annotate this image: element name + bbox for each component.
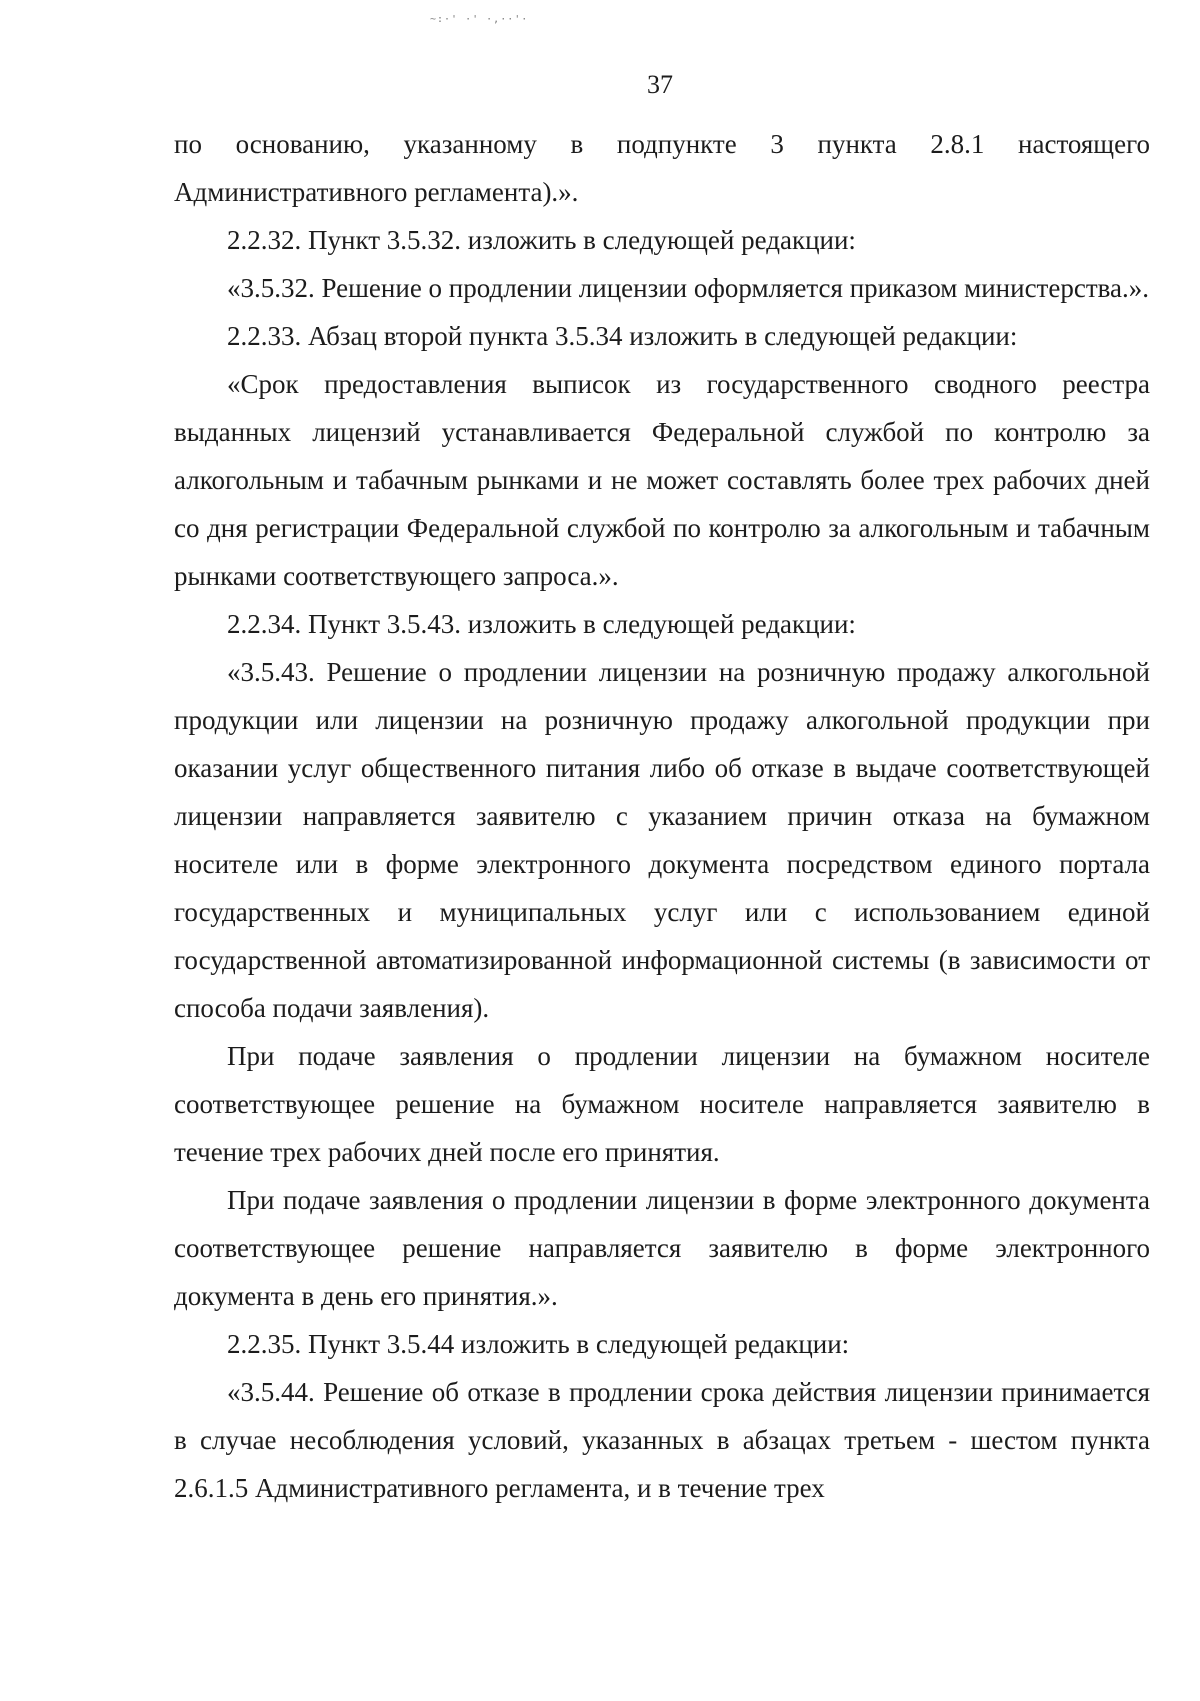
paragraph-quote-3-5-44: «3.5.44. Решение об отказе в продлении срока действия лицензии принимается в случае несоблюдения условий, указанных в абзацах третьем - шестом пункта 2.6.1.5 Административного регламента, и в течение трех	[174, 1377, 1150, 1503]
scan-artifact: ~:·' ·' ·,··'·	[430, 14, 529, 25]
paragraph-paper-submission: При подаче заявления о продлении лицензии на бумажном носителе соответствующее решение на бумажном носителе направляется заявителю в течение трех рабочих дней после его принятия.	[174, 1041, 1150, 1167]
paragraph-quote-3-5-43: «3.5.43. Решение о продлении лицензии на розничную продажу алкогольной продукции или лицензии на розничную продажу алкогольной продукции при оказании услуг общественного питания либо об отказе в выдаче соответствующей лицензии направляется заявителю с указанием причин отказа на бумажном носителе или в форме электронного документа посредством единого портала государственных и муниципальных услуг или с использованием единой государственной автоматизированной информационной системы (в зависимости от способа подачи заявления).	[174, 657, 1150, 1023]
paragraph-quote-3-5-32: «3.5.32. Решение о продлении лицензии оформляется приказом министерства.».	[227, 273, 1149, 303]
document-body	[174, 120, 1150, 1512]
paragraph-item-2-2-33: 2.2.33. Абзац второй пункта 3.5.34 изложить в следующей редакции:	[227, 321, 1018, 351]
page-number: 37	[647, 70, 673, 99]
paragraph-continuation: по основанию, указанному в подпункте 3 пункта 2.8.1 настоящего Административного регламента).».	[174, 129, 1150, 207]
paragraph-quote-srok: «Срок предоставления выписок из государственного сводного реестра выданных лицензий устанавливается Федеральной службой по контролю за алкогольным и табачным рынками и не может составлять более трех рабочих дней со дня регистрации Федеральной службой по контролю за алкогольным и табачным рынками соответствующего запроса.».	[174, 369, 1150, 591]
paragraph-electronic-submission: При подаче заявления о продлении лицензии в форме электронного документа соответствующее решение направляется заявителю в форме электронного документа в день его принятия.».	[174, 1185, 1150, 1311]
paragraph-item-2-2-35: 2.2.35. Пункт 3.5.44 изложить в следующей редакции:	[227, 1329, 850, 1359]
paragraph-item-2-2-34: 2.2.34. Пункт 3.5.43. изложить в следующей редакции:	[227, 609, 856, 639]
paragraph-item-2-2-32: 2.2.32. Пункт 3.5.32. изложить в следующей редакции:	[227, 225, 856, 255]
